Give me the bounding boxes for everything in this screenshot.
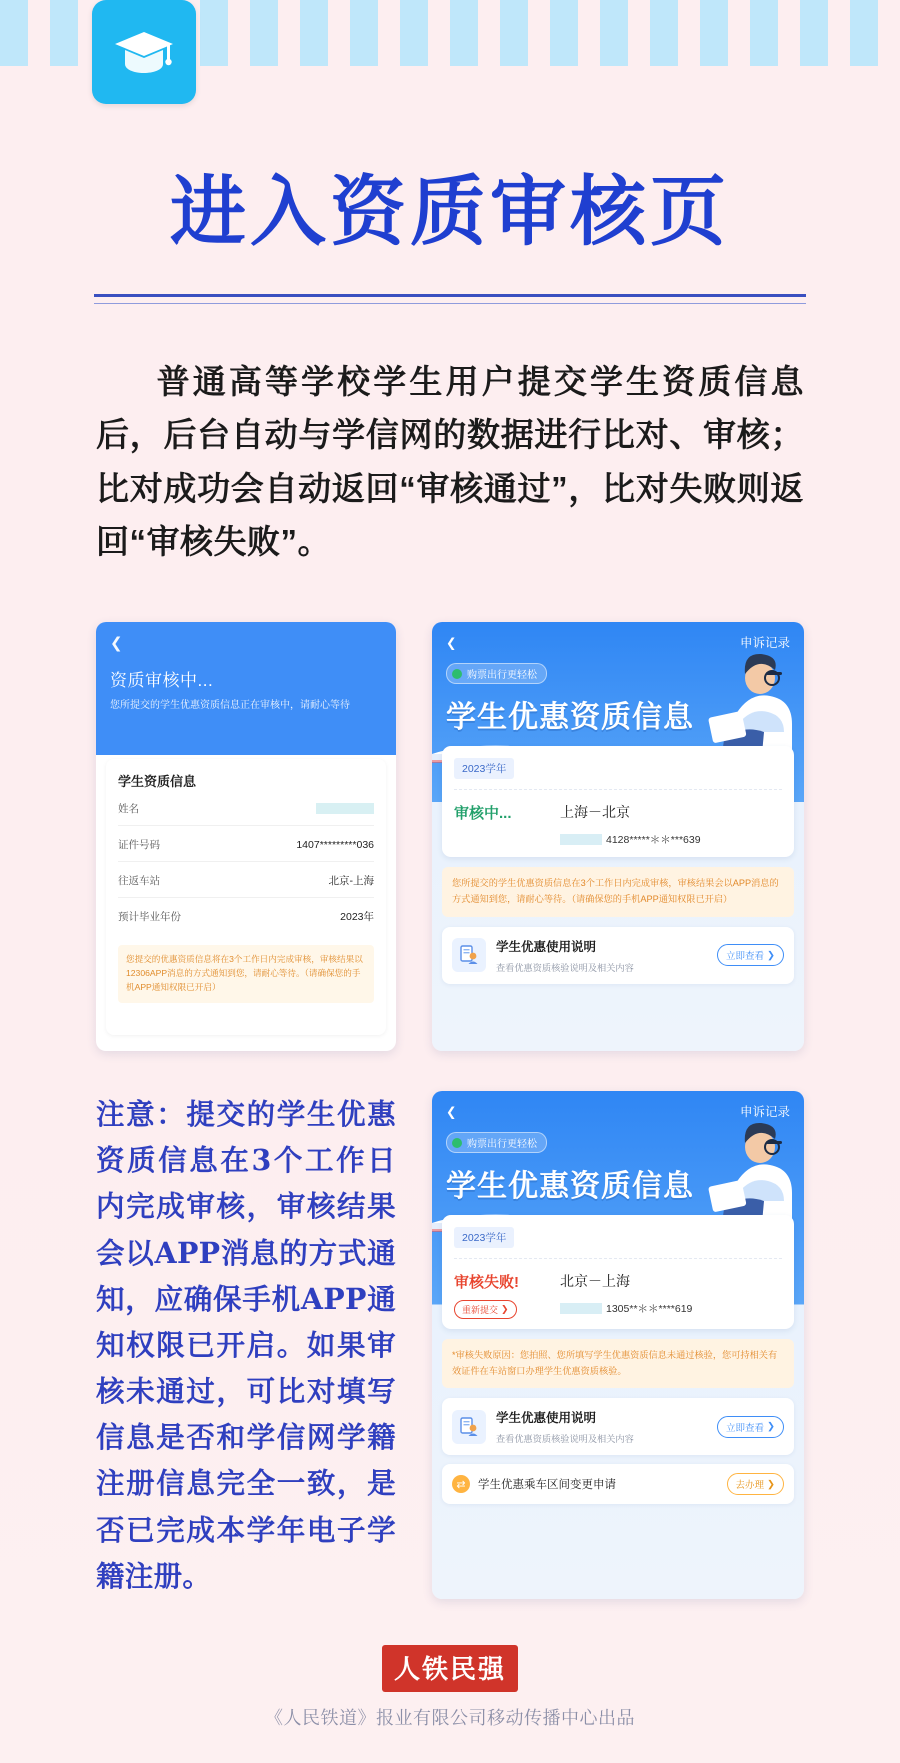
status-badge: 审核失败! bbox=[454, 1274, 519, 1292]
band-dash bbox=[600, 0, 628, 66]
view-now-button[interactable] bbox=[717, 1416, 784, 1438]
id-number-row bbox=[560, 832, 701, 847]
band-dash bbox=[700, 0, 728, 66]
go-handle-button[interactable] bbox=[727, 1473, 784, 1495]
go-handle-label: 去办理 bbox=[735, 1480, 765, 1492]
item-title: 学生优惠使用说明 bbox=[496, 939, 597, 954]
band-dash bbox=[300, 0, 328, 66]
title-divider bbox=[94, 294, 806, 297]
footer bbox=[0, 1645, 900, 1756]
document-person-icon bbox=[452, 938, 486, 972]
band-dash bbox=[450, 0, 478, 66]
chevron-right-icon: ❯ bbox=[767, 1478, 775, 1490]
screenshot-grid bbox=[96, 622, 804, 1598]
banner-pill bbox=[446, 1132, 547, 1153]
ticket-icon bbox=[452, 1138, 462, 1148]
row-value: 1407*********036 bbox=[296, 838, 374, 851]
masked-value bbox=[316, 803, 374, 814]
banner-title: 学生优惠资质信息 bbox=[446, 1170, 694, 1204]
app-header bbox=[96, 622, 396, 729]
band-dash bbox=[250, 0, 278, 66]
row-label: 证件号码 bbox=[118, 839, 160, 852]
usage-instructions-item[interactable] bbox=[442, 927, 794, 984]
screenshot-reviewing bbox=[96, 622, 396, 1051]
header-fill bbox=[96, 729, 396, 755]
student-illustration bbox=[674, 1113, 794, 1225]
banner-pill bbox=[446, 663, 547, 684]
band-dash bbox=[500, 0, 528, 66]
chevron-right-icon: ❯ bbox=[767, 1421, 775, 1433]
publisher-caption: 《人民铁道》报业有限公司移动传播中心出品 bbox=[265, 1707, 635, 1728]
graduation-cap-icon bbox=[92, 0, 196, 104]
item-title: 学生优惠使用说明 bbox=[496, 1411, 597, 1426]
band-dash bbox=[550, 0, 578, 66]
info-row-id bbox=[118, 826, 374, 862]
qualification-card bbox=[442, 746, 794, 857]
item-subtitle: 查看优惠资质核验说明及相关内容 bbox=[496, 1434, 634, 1445]
row-value: 2023年 bbox=[340, 911, 374, 924]
band-dash bbox=[850, 0, 878, 66]
view-now-label: 立即查看 bbox=[726, 1422, 765, 1434]
screenshot-failed bbox=[432, 1091, 804, 1599]
band-dash bbox=[650, 0, 678, 66]
band-dash bbox=[800, 0, 828, 66]
page-title: 进入资质审核页 bbox=[170, 167, 730, 256]
item-text bbox=[496, 937, 707, 974]
item-subtitle: 查看优惠资质核验说明及相关内容 bbox=[496, 962, 634, 973]
usage-instructions-item[interactable] bbox=[442, 1398, 794, 1455]
publisher-badge: 人铁民强 bbox=[382, 1645, 518, 1692]
route-text: 北京－上海 bbox=[560, 1273, 630, 1290]
band-dash bbox=[750, 0, 778, 66]
route-text: 上海－北京 bbox=[560, 804, 630, 821]
row-label: 预计毕业年份 bbox=[118, 911, 181, 924]
id-number-row bbox=[560, 1301, 692, 1316]
band-dash bbox=[0, 0, 28, 66]
qualification-row bbox=[454, 1258, 782, 1319]
row-label: 往返车站 bbox=[118, 875, 160, 888]
route-group bbox=[560, 1271, 692, 1316]
masked-value bbox=[560, 1303, 602, 1314]
screenshot-pending bbox=[432, 622, 804, 1051]
view-now-button[interactable] bbox=[717, 944, 784, 966]
banner-pill-text: 购票出行更轻松 bbox=[467, 1139, 537, 1151]
id-number: 1305**＊＊****619 bbox=[606, 1303, 693, 1316]
info-row-name bbox=[118, 790, 374, 826]
resubmit-label: 重新提交 bbox=[462, 1305, 499, 1316]
app-header-title: 资质审核中... bbox=[110, 671, 214, 691]
app-banner bbox=[432, 622, 804, 764]
chevron-left-icon[interactable]: ❮ bbox=[446, 1104, 457, 1119]
intro-text: 普通高等学校学生用户提交学生资质信息后，后台自动与学信网的数据进行比对、审核；比对成功会自动返回“审核通过”，比对失败则返回“审核失败”。 bbox=[96, 362, 804, 560]
review-notice: 您提交的优惠资质信息将在3个工作日内完成审核，审核结果以12306APP消息的方式通知到您，请耐心等待。（请确保您的手机APP通知权限已开启） bbox=[118, 945, 374, 1003]
masked-value bbox=[560, 834, 602, 845]
app-header-subtitle: 您所提交的学生优惠资质信息正在审核中，请耐心等待 bbox=[110, 700, 350, 712]
failure-reason: *审核失败原因：您拍照、您所填写学生优惠资质信息未通过核验，您可持相关有效证件在车站窗口办理学生优惠资质核验。 bbox=[442, 1339, 794, 1388]
card-title: 学生资质信息 bbox=[118, 774, 197, 790]
band-dash bbox=[50, 0, 78, 66]
resubmit-button[interactable] bbox=[454, 1300, 517, 1319]
document-person-icon bbox=[452, 1410, 486, 1444]
info-row-stations bbox=[118, 862, 374, 898]
chevron-left-icon[interactable]: ❮ bbox=[446, 635, 457, 650]
banner-title: 学生优惠资质信息 bbox=[446, 701, 694, 735]
info-row-graduation bbox=[118, 898, 374, 933]
chevron-right-icon: ❯ bbox=[767, 949, 775, 961]
intro-paragraph bbox=[96, 355, 804, 569]
row-value: 北京-上海 bbox=[328, 875, 374, 888]
route-change-label: 学生优惠乘车区间变更申请 bbox=[478, 1479, 616, 1492]
qualification-row bbox=[454, 789, 782, 847]
student-illustration bbox=[674, 644, 794, 756]
status-group bbox=[454, 1271, 546, 1319]
band-dash bbox=[400, 0, 428, 66]
note-paragraph: 注意：提交的学生优惠资质信息在3个工作日内完成审核，审核结果会以APP消息的方式通知，应确保手机APP通知权限已开启。如果审核未通过，可比对填写信息是否和学信网学籍注册信息完全一致，是否已完成本学年电子学籍注册。 bbox=[96, 1097, 396, 1593]
id-number: 4128*****＊＊***639 bbox=[606, 834, 701, 847]
view-now-label: 立即查看 bbox=[726, 951, 765, 963]
arrow-circle-icon: ⇄ bbox=[452, 1475, 470, 1493]
row-label: 姓名 bbox=[118, 803, 139, 816]
app-banner bbox=[432, 1091, 804, 1233]
appeal-records-link[interactable]: 申诉记录 bbox=[739, 1105, 790, 1120]
card-spacer bbox=[118, 1003, 374, 1025]
academic-year-tag: 2023学年 bbox=[454, 1227, 514, 1248]
banner-pill-text: 购票出行更轻松 bbox=[467, 670, 537, 682]
item-text bbox=[496, 1408, 707, 1445]
route-change-item[interactable] bbox=[442, 1464, 794, 1504]
appeal-records-link[interactable]: 申诉记录 bbox=[739, 636, 790, 651]
route-group bbox=[560, 802, 701, 847]
band-dash bbox=[350, 0, 378, 66]
qualification-card bbox=[442, 1215, 794, 1329]
pending-warning: 您所提交的学生优惠资质信息在3个工作日内完成审核，审核结果会以APP消息的方式通知到您，请耐心等待。（请确保您的手机APP通知权限已开启） bbox=[442, 867, 794, 916]
academic-year-tag: 2023学年 bbox=[454, 758, 514, 779]
band-dash bbox=[200, 0, 228, 66]
chevron-left-icon[interactable]: ❮ bbox=[110, 635, 123, 653]
status-badge: 审核中... bbox=[454, 805, 512, 823]
status-group bbox=[454, 802, 546, 823]
student-info-card bbox=[106, 759, 386, 1035]
ticket-icon bbox=[452, 669, 462, 679]
chevron-right-icon: ❯ bbox=[501, 1304, 509, 1315]
